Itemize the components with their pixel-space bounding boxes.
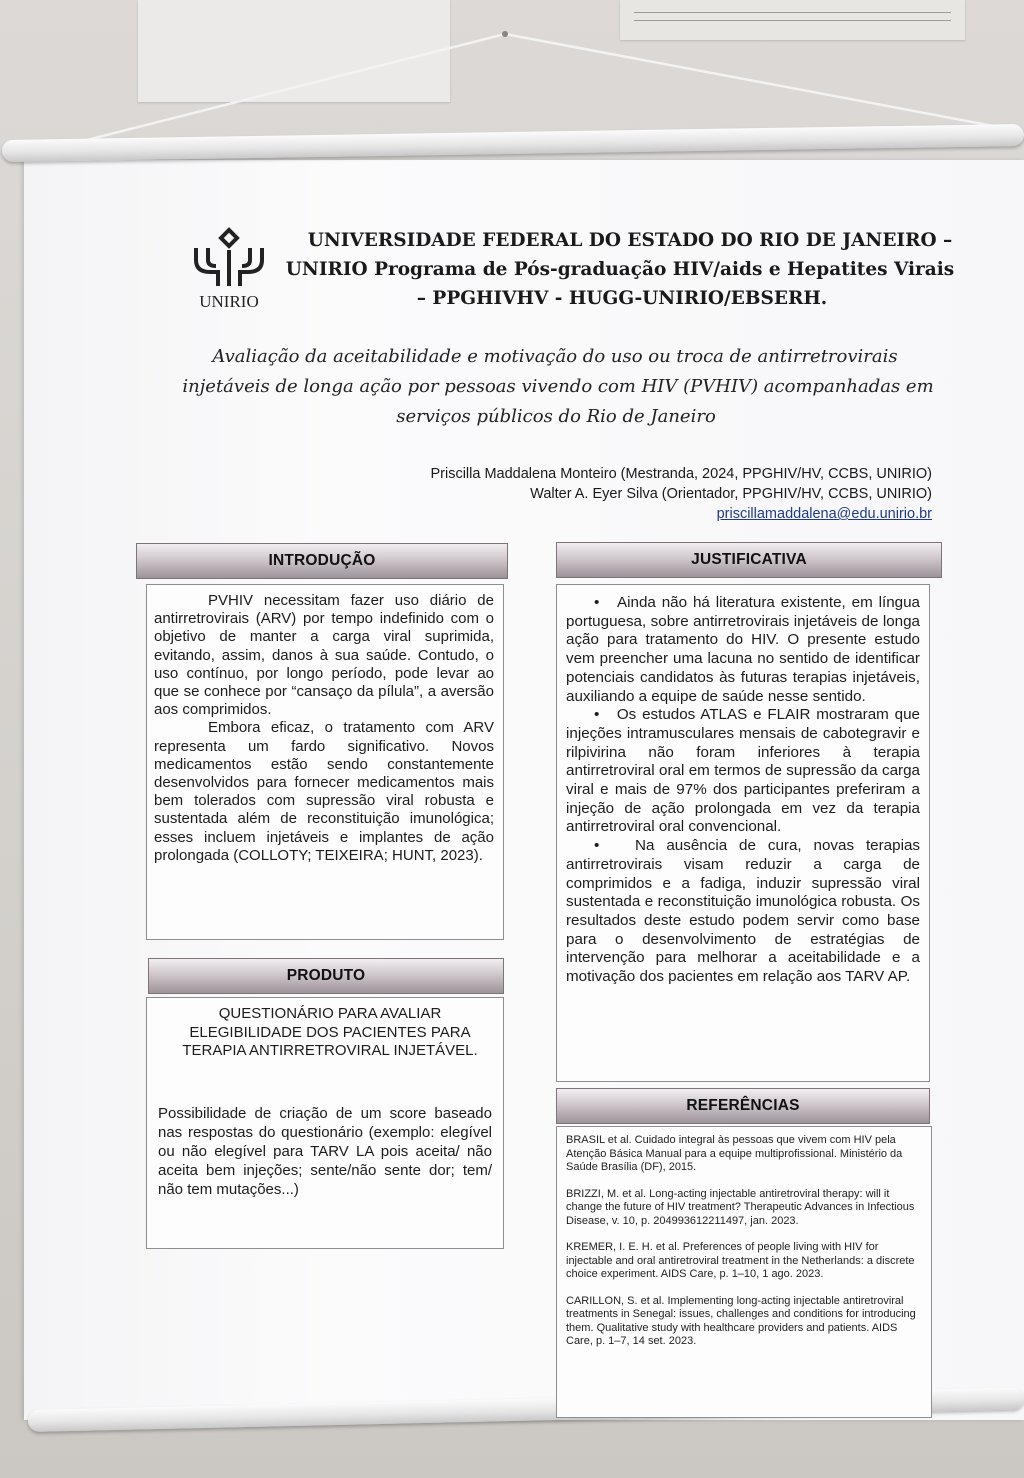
reference-item: CARILLON, S. et al. Implementing long-acting injectable antiretroviral treatments in Senegal: issues, challenges and conditions for introducing them. Qualitative study with healthcare providers and patients. AIDS Care, p. 1–7, 14 set. 2023. [566, 1294, 916, 1347]
bullet: • [594, 594, 600, 611]
introducao-text [154, 592, 494, 865]
produto-body: Possibilidade de criação de um score baseado nas respostas do questionário (exemplo: elegível ou não elegível para TARV LA pois aceita/ não aceita bem injeções; sente/não sente dor; tem/ não tem mutações...) [158, 1105, 492, 1198]
unirio-logo-icon [188, 226, 270, 290]
reference-item: BRIZZI, M. et al. Long-acting injectable antiretroviral therapy: will it change the future of HIV treatment? Therapeutic Advances in Infectious Disease, v. 10, p. 204993612211497, jan. 2023. [566, 1187, 915, 1227]
introducao-heading: INTRODUÇÃO [136, 543, 508, 579]
produto-heading: PRODUTO [148, 958, 504, 994]
author-2: Walter A. Eyer Silva (Orientador, PPGHIV/HV, CCBS, UNIRIO) [530, 486, 932, 502]
institution-line-2: UNIRIO Programa de Pós-graduação HIV/aids e Hepatites Virais [285, 259, 955, 280]
institution-line-3: – PPGHIVHV - HUGG-UNIRIO/EBSERH. [416, 288, 828, 309]
justificativa-item [566, 706, 920, 837]
justificativa-item-text: Na ausência de cura, novas terapias antirretrovirais visam reduzir a carga de comprimidos e a fadiga, induzir supressão viral sustentada e reconstituição imunológica robusta. Os resultados deste estudo podem servir como base para o desenvolvimento de estratégias de intervenção para melhorar a aceitabilidade e a motivação dos pacientes em relação aos TARV AP. [566, 837, 920, 986]
reference-item: KREMER, I. E. H. et al. Preferences of people living with HIV for injectable and oral antiretroviral treatment in the Netherlands: a discrete choice experiment. AIDS Care, p. 1–10, 1 ago. 2023. [566, 1241, 915, 1280]
introducao-paragraph-1: PVHIV necessitam fazer uso diário de antirretrovirais (ARV) por tempo indefinido com o objetivo de manter a carga viral suprimida, evitando, assim, danos à sua saúde. Contudo, o uso contínuo, por longo período, pode levar ao que se conhece por “cansaço da pílula”, a aversão aos comprimidos. [154, 592, 494, 719]
justificativa-heading: JUSTIFICATIVA [556, 542, 942, 578]
institution-line-1: UNIVERSIDADE FEDERAL DO ESTADO DO RIO DE JANEIRO – [307, 230, 953, 251]
justificativa-item-text: Ainda não há literatura existente, em língua portuguesa, sobre antirretrovirais injetáveis de longa ação para tratamento do HIV. O presente estudo vem preencher uma lacuna no sentido de identificar potenciais candidatos às futuras terapias injetáveis, auxiliando a equipe de saúde nesse sentido. [566, 594, 920, 705]
poster-title-line-3: serviços públicos do Rio de Janeiro [396, 406, 716, 427]
produto-title: QUESTIONÁRIO PARA AVALIAR ELEGIBILIDADE DOS PACIENTES PARA TERAPIA ANTIRRETROVIRAL INJETÁVEL. [182, 1005, 478, 1059]
author-1: Priscilla Maddalena Monteiro (Mestranda, 2024, PPGHIV/HV, CCBS, UNIRIO) [430, 466, 932, 482]
author-email-link[interactable]: priscillamaddalena@edu.unirio.br [716, 506, 932, 522]
justificativa-item-text: Os estudos ATLAS e FLAIR mostraram que injeções intramusculares mensais de cabotegravir e rilpivirina não foram inferiores à terapia antirretroviral oral em termos de supressão da carga viral e mais de 97% dos participantes preferiram a injeção de ação prolongada em vez da terapia antirretroviral oral convencional. [566, 706, 920, 836]
poster-title-line-2: injetáveis de longa ação por pessoas vivendo com HIV (PVHIV) acompanhadas em [182, 376, 934, 397]
justificativa-text [566, 594, 920, 987]
introducao-paragraph-2: Embora eficaz, o tratamento com ARV representa um fardo significativo. Novos medicamentos estão sendo constantemente desenvolvidos para fornecer medicamentos mais bem tolerados com supressão viral robusta e sustentada além de reconstituição imunológica; esses incluem injetáveis e implantes de ação prolongada (COLLOTY; TEIXEIRA; HUNT, 2023). [154, 719, 494, 864]
referencias-heading: REFERÊNCIAS [556, 1088, 930, 1124]
logo-text: UNIRIO [199, 292, 259, 311]
justificativa-item [566, 837, 920, 987]
poster-title-line-1: Avaliação da aceitabilidade e motivação do uso ou troca de antirretrovirais [212, 346, 898, 367]
bullet: • [594, 706, 600, 724]
referencias-list [566, 1134, 916, 1362]
bullet: • [594, 837, 600, 855]
justificativa-item [566, 594, 920, 706]
reference-item: BRASIL et al. Cuidado integral às pessoas que vivem com HIV pela Atenção Básica Manual para a equipe multiprofissional. Ministério da Saúde Brasília (DF), 2015. [566, 1134, 903, 1173]
